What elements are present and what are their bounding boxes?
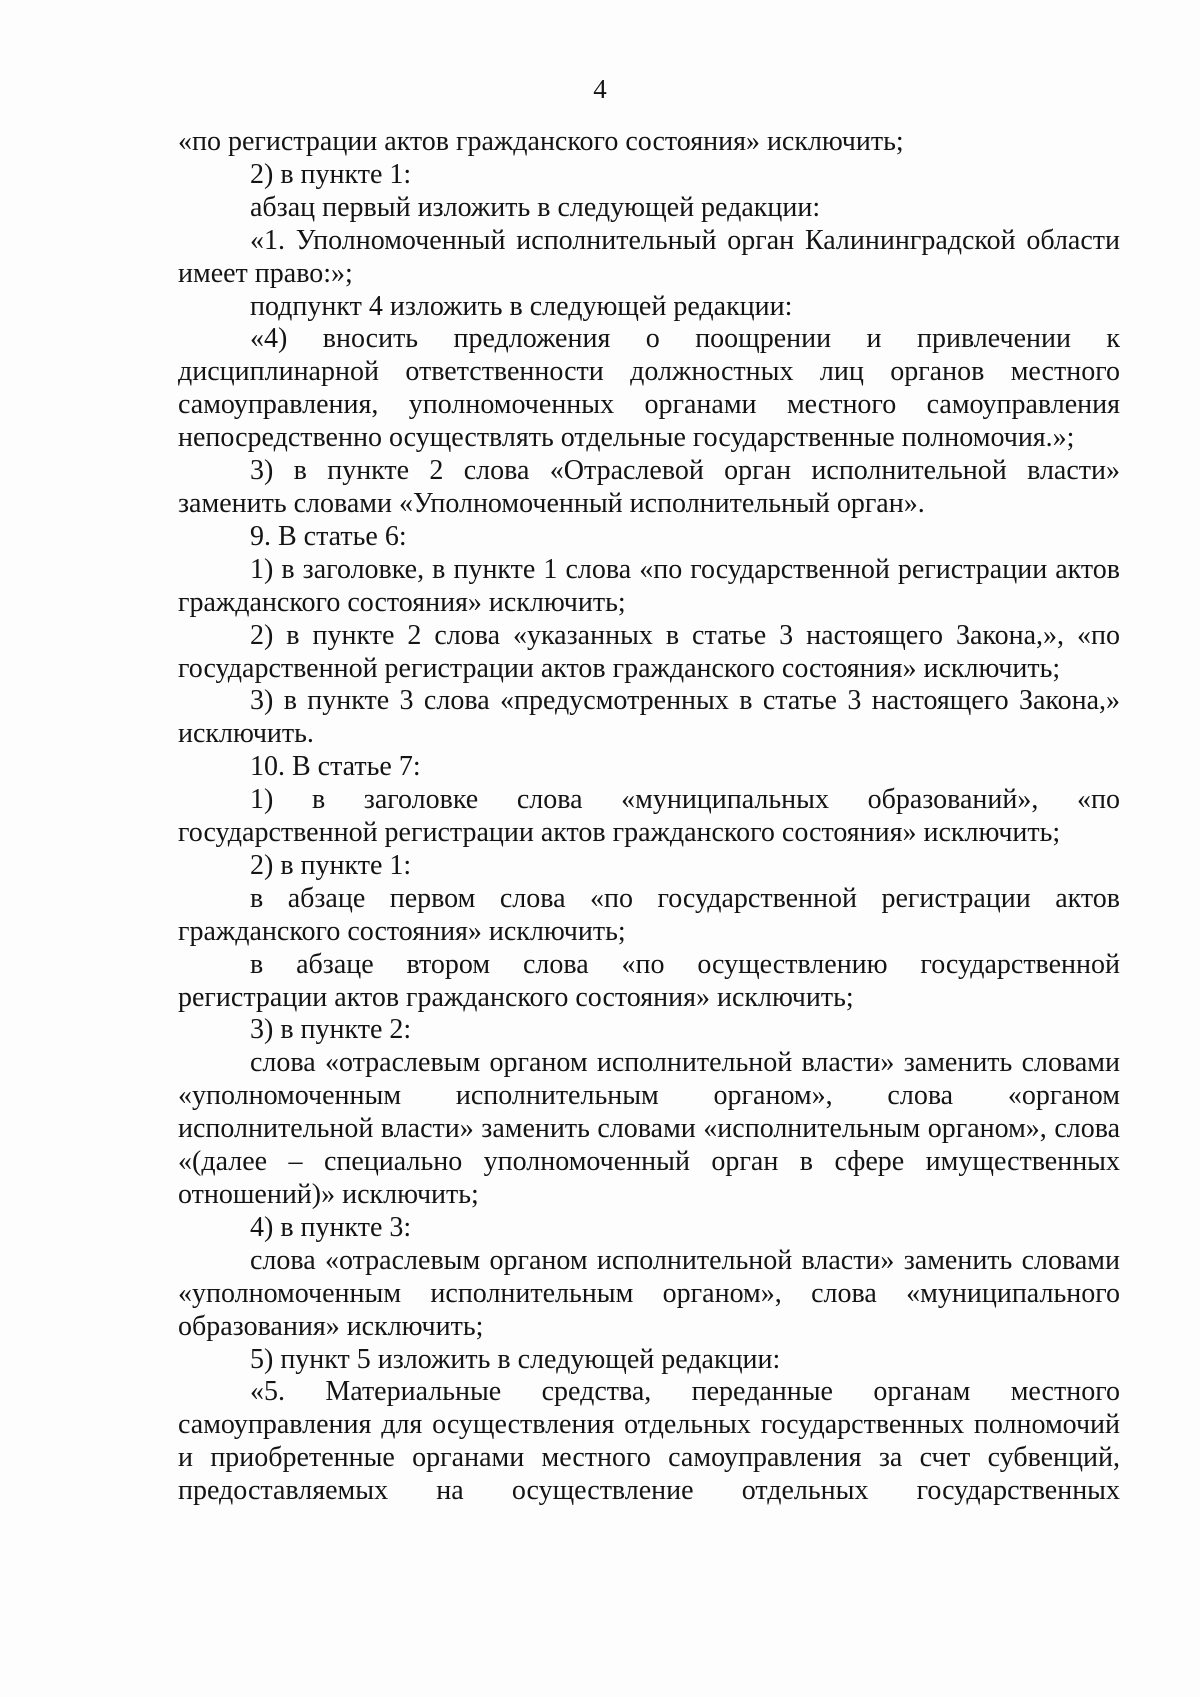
paragraph: 2) в пункте 2 слова «указанных в статье 3 настоящего Закона,», «по государственной регистрации актов гражданского состояния» исключить; <box>178 619 1120 684</box>
paragraph: 2) в пункте 1: <box>250 849 412 881</box>
paragraph: 4) в пункте 3: <box>250 1211 412 1243</box>
paragraph: 2) в пункте 1: <box>250 158 412 190</box>
paragraph: в абзаце первом слова «по государственной регистрации актов гражданского состояния» исключить; <box>178 882 1120 947</box>
paragraph: 3) в пункте 3 слова «предусмотренных в статье 3 настоящего Закона,» исключить. <box>178 685 1120 750</box>
paragraph: 5) пункт 5 изложить в следующей редакции: <box>250 1343 781 1375</box>
paragraph: 1) в заголовке, в пункте 1 слова «по государственной регистрации актов гражданского состояния» исключить; <box>178 553 1120 618</box>
paragraph: «1. Уполномоченный исполнительный орган Калининградской области имеет право:»; <box>178 224 1120 289</box>
paragraph: «по регистрации актов гражданского состояния» исключить; <box>178 126 904 157</box>
paragraph: 10. В статье 7: <box>250 751 421 783</box>
paragraph: слова «отраслевым органом исполнительной власти» заменить словами «уполномоченным исполнительным органом», слова «муниципального образования» исключить; <box>178 1244 1120 1342</box>
paragraph: слова «отраслевым органом исполнительной власти» заменить словами «уполномоченным исполнительным органом», слова «органом исполнительной власти» заменить словами «исполнительным органом», слова «(далее – специально уполномоченный орган в сфере имущественных отношений)» исключить; <box>178 1047 1120 1210</box>
paragraph: абзац первый изложить в следующей редакции: <box>250 191 821 223</box>
page-number: 4 <box>593 74 607 104</box>
paragraph: 3) в пункте 2: <box>250 1014 412 1046</box>
paragraph: 1) в заголовке слова «муниципальных образований», «по государственной регистрации актов гражданского состояния» исключить; <box>178 784 1120 849</box>
document-body <box>178 126 1120 1508</box>
paragraph: «5. Материальные средства, переданные органам местного самоуправления для осуществления отдельных государственных полномочий и приобретенные органами местного самоуправления за счет субвенций, предоставляемых на осуществление отдельных государственных <box>178 1376 1120 1507</box>
paragraph: подпункт 4 изложить в следующей редакции: <box>250 290 793 322</box>
paragraph: «4) вносить предложения о поощрении и привлечении к дисциплинарной ответственности должностных лиц органов местного самоуправления, уполномоченных органами местного самоуправления непосредственно осуществлять отдельные государственные полномочия.»; <box>178 323 1120 454</box>
paragraph: 3) в пункте 2 слова «Отраслевой орган исполнительной власти» заменить словами «Уполномоченный исполнительный орган». <box>178 455 1120 519</box>
paragraph: 9. В статье 6: <box>250 520 407 552</box>
paragraph: в абзаце втором слова «по осуществлению государственной регистрации актов гражданского состояния» исключить; <box>178 948 1120 1013</box>
